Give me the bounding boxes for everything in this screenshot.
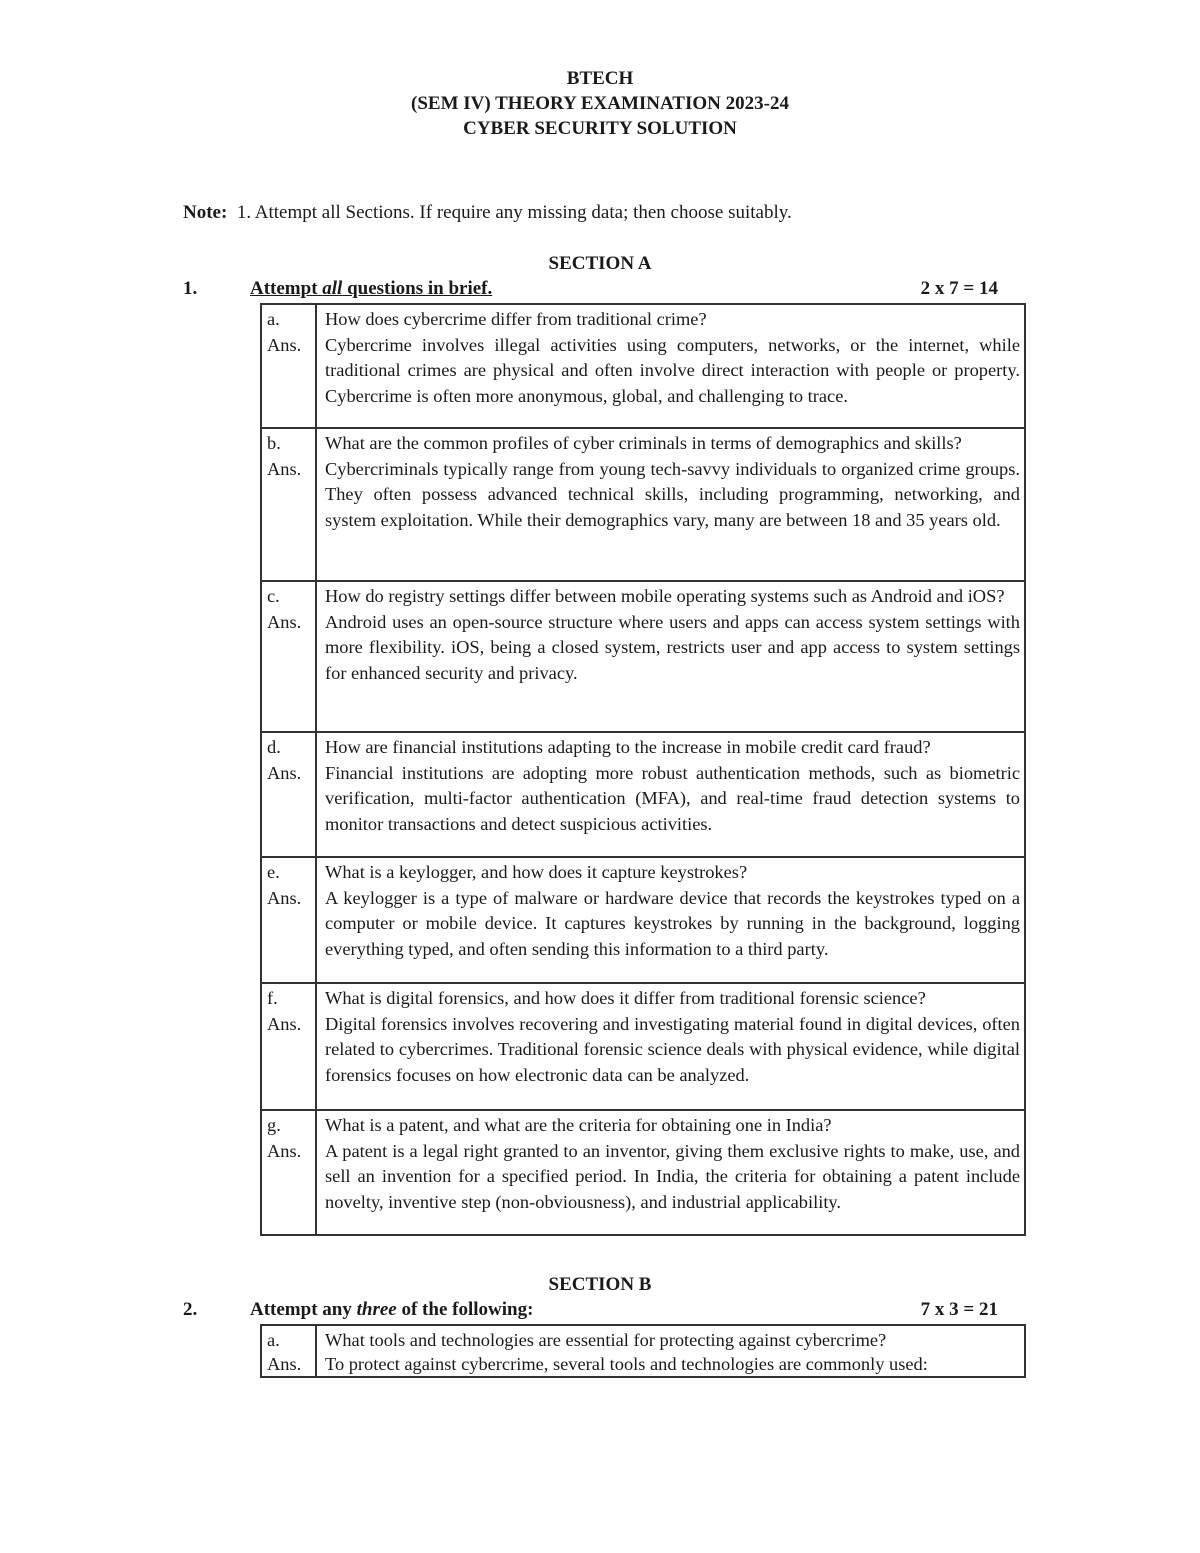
header-line-1: BTECH — [566, 68, 634, 89]
item-label: a. — [267, 309, 280, 329]
section-b-marks: 7 x 3 = 21 — [920, 1299, 998, 1320]
ans-label: Ans. — [267, 762, 302, 783]
question-text: How are financial institutions adapting to the increase in mobile credit card fraud? — [325, 737, 931, 757]
ans-label: Ans. — [267, 611, 302, 632]
section-a-instruction: Attempt all questions in brief. — [250, 278, 493, 299]
header-line-2: (SEM IV) THEORY EXAMINATION 2023-24 — [411, 93, 789, 114]
answer-text: Digital forensics involves recovering and investigating material found in digital devices, often related to cybercrimes. Traditional forensic science deals with physical evidence, while digital forensics focuses on how electronic data can be analyzed. — [325, 1013, 1020, 1085]
section-a-title: SECTION A — [548, 253, 652, 274]
section-a-marks: 2 x 7 = 14 — [920, 278, 998, 299]
answer-text: Cybercrime involves illegal activities using computers, networks, or the internet, while traditional crimes are physical and often involve direct interaction with people or property. Cybercrime is often more anonymous, global, and challenging to trace. — [325, 334, 1020, 406]
item-label: f. — [267, 988, 278, 1008]
question-text: How does cybercrime differ from traditional crime? — [325, 309, 707, 329]
section-b-table — [260, 1324, 1026, 1378]
table-row — [261, 983, 1025, 1110]
item-label: e. — [267, 862, 280, 882]
note-text: 1. Attempt all Sections. If require any missing data; then choose suitably. — [236, 202, 792, 223]
table-row — [261, 1110, 1025, 1235]
answer-text: To protect against cybercrime, several tools and technologies are commonly used: — [325, 1354, 928, 1374]
section-b-title: SECTION B — [548, 1274, 652, 1295]
ans-label: Ans. — [267, 1354, 302, 1374]
answer-text: Cybercriminals typically range from young tech-savvy individuals to organized crime groups. They often possess advanced technical skills, including programming, networking, and system exploitation. While their demographics vary, many are between 18 and 35 years old. — [325, 458, 1020, 530]
ans-label: Ans. — [267, 1140, 302, 1161]
answer-text: Android uses an open-source structure where users and apps can access system settings with more flexibility. iOS, being a closed system, restricts user and app access to system settings for enhanced security and privacy. — [325, 611, 1020, 683]
table-row — [261, 732, 1025, 857]
ans-label: Ans. — [267, 887, 302, 908]
item-label: g. — [267, 1115, 281, 1135]
question-text: What is a patent, and what are the criteria for obtaining one in India? — [325, 1115, 832, 1135]
section-b-instruction: Attempt any three of the following: — [250, 1299, 534, 1320]
answer-text: A keylogger is a type of malware or hardware device that records the keystrokes typed on a computer or mobile device. It captures keystrokes by running in the background, logging everything typed, and often sending this information to a third party. — [325, 887, 1020, 959]
ans-label: Ans. — [267, 1013, 302, 1034]
section-a-table — [260, 303, 1026, 1236]
header-line-3: CYBER SECURITY SOLUTION — [463, 118, 737, 139]
item-label: d. — [267, 737, 281, 757]
item-label: b. — [267, 433, 281, 453]
answer-text: Financial institutions are adopting more robust authentication methods, such as biometric verification, multi-factor authentication (MFA), and real-time fraud detection systems to monitor transactions and detect suspicious activities. — [325, 762, 1020, 834]
question-text: What is digital forensics, and how does it differ from traditional forensic science? — [325, 988, 926, 1008]
ans-label: Ans. — [267, 458, 302, 479]
question-text: What tools and technologies are essential for protecting against cybercrime? — [325, 1330, 887, 1350]
question-number: 1. — [183, 278, 198, 299]
table-row — [261, 428, 1025, 581]
item-label: a. — [267, 1330, 280, 1350]
answer-text: A patent is a legal right granted to an inventor, giving them exclusive rights to make, use, and sell an invention for a specified period. In India, the criteria for obtaining a patent include novelty, inventive step (non-obviousness), and industrial applicability. — [325, 1140, 1020, 1212]
table-row — [261, 304, 1025, 428]
table-row — [261, 1325, 1025, 1377]
table-row — [261, 581, 1025, 732]
exam-note — [183, 202, 792, 224]
question-text: What are the common profiles of cyber criminals in terms of demographics and skills? — [325, 433, 962, 453]
question-text: How do registry settings differ between mobile operating systems such as Android and iOS? — [325, 586, 1005, 606]
section-b-instruction-line — [183, 1299, 998, 1323]
section-a-instruction-line — [183, 278, 998, 302]
item-label: c. — [267, 586, 280, 606]
table-row — [261, 857, 1025, 983]
ans-label: Ans. — [267, 334, 302, 355]
note-label: Note: — [183, 202, 228, 223]
question-text: What is a keylogger, and how does it capture keystrokes? — [325, 862, 748, 882]
document-header — [0, 66, 1200, 141]
question-number: 2. — [183, 1299, 198, 1320]
